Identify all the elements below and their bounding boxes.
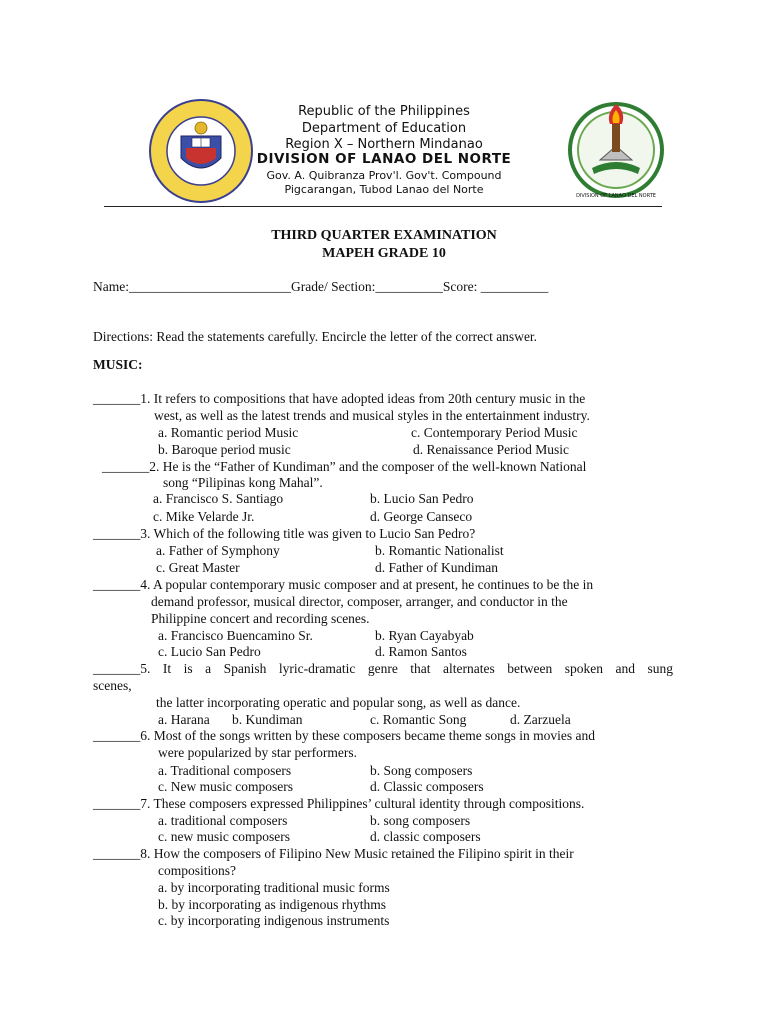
exam-title: THIRD QUARTER EXAMINATION bbox=[271, 228, 497, 243]
division-logo bbox=[560, 98, 672, 206]
q4-choice-c: c. Lucio San Pedro bbox=[158, 644, 261, 659]
q7-stem: _______7. These composers expressed Philippines’ cultural identity through compositions. bbox=[93, 796, 585, 811]
q4-stem: _______4. A popular contemporary music composer and at present, he continues to be the in bbox=[93, 577, 594, 592]
q5-stem-wrap: scenes, bbox=[93, 678, 132, 693]
division-logo-caption: DIVISION OF LANAO DEL NORTE bbox=[576, 193, 656, 199]
name-grade-score-line: Name:________________________Grade/ Section:__________Score: __________ bbox=[93, 279, 549, 294]
q6-choice-b: b. Song composers bbox=[370, 763, 473, 778]
q1-choice-d: d. Renaissance Period Music bbox=[413, 442, 569, 457]
q1-stem-cont: west, as well as the latest trends and musical styles in the entertainment industry. bbox=[154, 408, 590, 423]
q4-stem-cont2: Philippine concert and recording scenes. bbox=[151, 611, 370, 626]
q8-choice-c: c. by incorporating indigenous instruments bbox=[158, 913, 390, 928]
q5-choice-a: a. Harana bbox=[158, 712, 210, 727]
q2-stem-cont: song “Pilipinas kong Mahal”. bbox=[163, 475, 323, 490]
q1-stem: _______1. It refers to compositions that have adopted ideas from 20th century music in the bbox=[93, 391, 586, 406]
q1-choice-b: b. Baroque period music bbox=[158, 442, 291, 457]
q7-choice-b: b. song composers bbox=[370, 813, 471, 828]
q4-stem-cont: demand professor, musical director, composer, arranger, and conductor in the bbox=[151, 594, 568, 609]
q3-choice-b: b. Romantic Nationalist bbox=[375, 543, 504, 558]
q8-choice-b: b. by incorporating as indigenous rhythms bbox=[158, 897, 386, 912]
q8-choice-a: a. by incorporating traditional music forms bbox=[158, 880, 390, 895]
header-division: DIVISION OF LANAO DEL NORTE bbox=[256, 151, 512, 167]
q5-stem: _______5. It is a Spanish lyric-dramatic genre that alternates between spoken and sung bbox=[93, 661, 673, 676]
q6-choice-a: a. Traditional composers bbox=[158, 763, 292, 778]
q2-choice-a: a. Francisco S. Santiago bbox=[153, 491, 284, 506]
header-address-2: Pigcarangan, Tubod Lanao del Norte bbox=[284, 183, 484, 196]
q5-stem-cont: the latter incorporating operatic and popular song, as well as dance. bbox=[156, 695, 521, 710]
q2-choice-b: b. Lucio San Pedro bbox=[370, 491, 474, 506]
q6-stem: _______6. Most of the songs written by these composers became theme songs in movies and bbox=[93, 728, 596, 743]
header-divider bbox=[104, 206, 662, 207]
exam-subtitle: MAPEH GRADE 10 bbox=[322, 246, 446, 261]
q6-choice-c: c. New music composers bbox=[158, 779, 293, 794]
q1-choice-c: c. Contemporary Period Music bbox=[411, 425, 578, 440]
q7-choice-c: c. new music composers bbox=[158, 829, 290, 844]
header-region: Region X – Northern Mindanao bbox=[285, 137, 483, 152]
q1-choice-a: a. Romantic period Music bbox=[158, 425, 299, 440]
q8-stem: _______8. How the composers of Filipino New Music retained the Filipino spirit in their bbox=[93, 846, 574, 861]
q5-choice-d: d. Zarzuela bbox=[510, 712, 571, 727]
header-department: Department of Education bbox=[301, 121, 467, 136]
q7-choice-d: d. classic composers bbox=[370, 829, 481, 844]
q6-stem-cont: were popularized by star performers. bbox=[158, 745, 358, 760]
q4-choice-a: a. Francisco Buencamino Sr. bbox=[158, 628, 313, 643]
q5-choice-b: b. Kundiman bbox=[232, 712, 303, 727]
header-address-1: Gov. A. Quibranza Prov'l. Gov't. Compound bbox=[266, 169, 502, 182]
q4-choice-b: b. Ryan Cayabyab bbox=[375, 628, 474, 643]
q2-choice-c: c. Mike Velarde Jr. bbox=[153, 509, 255, 524]
q7-choice-a: a. traditional composers bbox=[158, 813, 288, 828]
q3-choice-d: d. Father of Kundiman bbox=[375, 560, 498, 575]
q8-stem-cont: compositions? bbox=[158, 863, 236, 878]
section-music: MUSIC: bbox=[93, 357, 143, 372]
q3-choice-a: a. Father of Symphony bbox=[156, 543, 280, 558]
q4-choice-d: d. Ramon Santos bbox=[375, 644, 467, 659]
q2-choice-d: d. George Canseco bbox=[370, 509, 473, 524]
header-republic: Republic of the Philippines bbox=[298, 104, 470, 119]
q2-stem: _______2. He is the “Father of Kundiman” and the composer of the well-known National bbox=[102, 459, 587, 474]
q6-choice-d: d. Classic composers bbox=[370, 779, 484, 794]
q5-choice-c: c. Romantic Song bbox=[370, 712, 467, 727]
q3-stem: _______3. Which of the following title was given to Lucio San Pedro? bbox=[93, 526, 476, 541]
q3-choice-c: c. Great Master bbox=[156, 560, 240, 575]
directions: Directions: Read the statements carefully. Encircle the letter of the correct answer. bbox=[93, 329, 538, 344]
